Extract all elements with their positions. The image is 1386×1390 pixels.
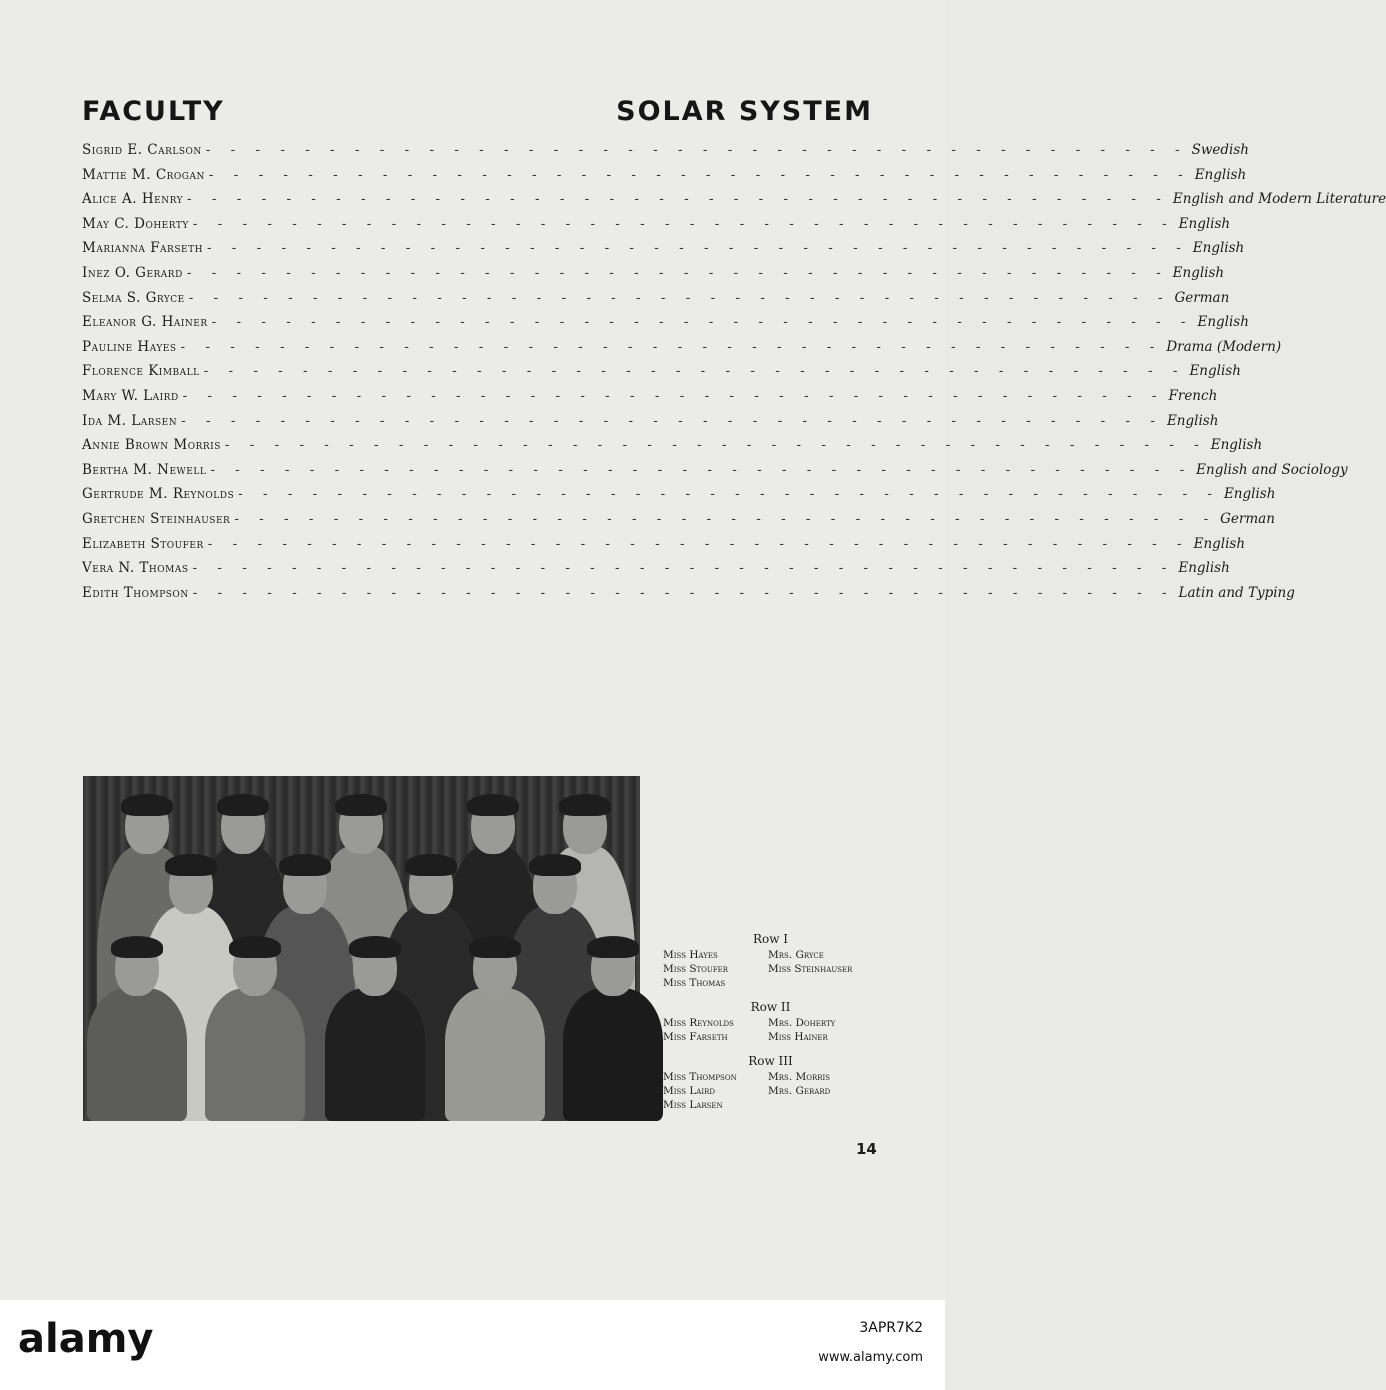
caption-name: Miss Hainer xyxy=(768,1031,828,1043)
caption-name: Miss Thompson xyxy=(663,1071,737,1083)
faculty-subject: Swedish xyxy=(1191,142,1249,158)
dot-leader: - - - - - - - - - - - - - - - - - - - - - - - - - - - - - - - - - - - - - - - - xyxy=(224,437,1207,454)
faculty-row xyxy=(82,142,1249,167)
faculty-row xyxy=(82,486,1276,511)
publication-title: SOLAR SYSTEM xyxy=(616,96,873,127)
faculty-subject: English xyxy=(1189,363,1241,380)
faculty-name: Sigrid E. Carlson xyxy=(82,142,202,158)
faculty-subject: Latin and Typing xyxy=(1178,584,1295,601)
caption-row-title: Row III xyxy=(748,1054,793,1068)
dot-leader: - - - - - - - - - - - - - - - - - - - - - - - - - - - - - - - - - - - - - - - - xyxy=(187,191,1169,208)
faculty-row xyxy=(82,437,1263,462)
faculty-name: Alice A. Henry xyxy=(82,191,184,208)
faculty-row xyxy=(82,584,1295,610)
dot-leader: - - - - - - - - - - - - - - - - - - - - - - - - - - - - - - - - - - - - - - - - xyxy=(211,314,1194,331)
faculty-row xyxy=(82,264,1225,290)
faculty-row xyxy=(82,191,1386,216)
caption-name: Miss Hayes xyxy=(663,949,718,961)
faculty-name: Bertha M. Newell xyxy=(82,461,207,478)
dot-leader: - - - - - - - - - - - - - - - - - - - - - - - - - - - - - - - - - - - - - - - - xyxy=(192,584,1175,601)
faculty-name: Gretchen Steinhauser xyxy=(82,510,231,527)
caption-name-grid xyxy=(663,948,878,990)
dot-leader: - - - - - - - - - - - - - - - - - - - - - - - - - - - - - - - - - - - - - - - - xyxy=(181,412,1163,429)
faculty-row xyxy=(82,412,1219,438)
dot-leader: - - - - - - - - - - - - - - - - - - - - - - - - - - - - - - - - - - - - - - - - xyxy=(234,510,1217,527)
caption-name: Miss Steinhauser xyxy=(768,963,853,975)
faculty-subject: English xyxy=(1166,412,1219,429)
dot-leader: - - - - - - - - - - - - - - - - - - - - - - - - - - - - - - - - - - - - - - - - xyxy=(207,535,1190,552)
faculty-subject: Drama (Modern) xyxy=(1166,338,1282,355)
caption-name: Mrs. Gryce xyxy=(768,949,824,961)
faculty-subject: English xyxy=(1178,215,1231,232)
dot-leader: - - - - - - - - - - - - - - - - - - - - - - - - - - - - - - - - - - - - - - - - xyxy=(192,215,1175,232)
faculty-name: Eleanor G. Hainer xyxy=(82,314,208,331)
faculty-name: May C. Doherty xyxy=(82,215,189,232)
faculty-subject: English xyxy=(1197,314,1249,331)
caption-name-grid xyxy=(663,1016,878,1044)
site-url: www.alamy.com xyxy=(818,1350,923,1365)
dot-leader: - - - - - - - - - - - - - - - - - - - - - - - - - - - - - - - - - - - - - - - - xyxy=(208,166,1191,183)
dot-leader: - - - - - - - - - - - - - - - - - - - - - - - - - - - - - - - - - - - - - - - - xyxy=(210,461,1193,478)
faculty-subject: English xyxy=(1223,486,1276,503)
caption-row-title: Row II xyxy=(750,1000,791,1014)
faculty-row xyxy=(82,510,1275,536)
caption-name: Miss Reynolds xyxy=(663,1017,734,1029)
faculty-name: Gertrude M. Reynolds xyxy=(82,486,235,503)
faculty-row xyxy=(82,535,1246,561)
dot-leader: - - - - - - - - - - - - - - - - - - - - - - - - - - - - - - - - - - - - - - - - xyxy=(186,264,1169,281)
faculty-name: Elizabeth Stoufer xyxy=(82,535,204,552)
faculty-row xyxy=(82,363,1241,388)
caption-name: Miss Stoufer xyxy=(663,963,729,975)
faculty-subject: English xyxy=(1194,166,1247,183)
faculty-row xyxy=(82,166,1247,192)
faculty-subject: German xyxy=(1174,289,1230,306)
dot-leader: - - - - - - - - - - - - - - - - - - - - - - - - - - - - - - - - - - - - - - - - xyxy=(238,486,1220,503)
faculty-name: Mary W. Laird xyxy=(82,387,179,404)
faculty-name: Annie Brown Morris xyxy=(82,437,221,454)
faculty-name: Selma S. Gryce xyxy=(82,289,185,306)
faculty-subject: English and Sociology xyxy=(1196,461,1348,478)
dot-leader: - - - - - - - - - - - - - - - - - - - - - - - - - - - - - - - - - - - - - - - - xyxy=(188,289,1171,306)
faculty-subject: English xyxy=(1210,437,1263,454)
faculty-row xyxy=(82,240,1245,265)
faculty-name: Vera N. Thomas xyxy=(82,560,189,577)
faculty-row xyxy=(82,338,1282,364)
page-number: 14 xyxy=(856,1140,877,1158)
faculty-subject: German xyxy=(1220,510,1275,527)
faculty-name: Florence Kimball xyxy=(82,363,200,380)
faculty-subject: English xyxy=(1192,240,1245,257)
faculty-name: Edith Thompson xyxy=(82,584,189,601)
faculty-list xyxy=(82,142,1386,609)
faculty-row xyxy=(82,289,1230,315)
faculty-name: Inez O. Gerard xyxy=(82,264,183,281)
caption-name: Mrs. Doherty xyxy=(768,1017,836,1029)
faculty-row xyxy=(82,560,1230,585)
faculty-row xyxy=(82,215,1231,241)
faculty-subject: French xyxy=(1168,387,1218,404)
image-id: 3APR7K2 xyxy=(859,1320,923,1336)
faculty-row xyxy=(82,461,1348,487)
caption-name: Miss Thomas xyxy=(663,977,726,989)
caption-name-grid xyxy=(663,1070,878,1112)
faculty-group-photo xyxy=(83,776,640,1121)
faculty-subject: English xyxy=(1172,264,1225,281)
caption-name: Miss Laird xyxy=(663,1085,715,1097)
photo-caption xyxy=(663,930,878,1120)
faculty-row xyxy=(82,314,1249,339)
faculty-name: Pauline Hayes xyxy=(82,338,177,355)
alamy-logo: alamy xyxy=(18,1316,154,1362)
faculty-row xyxy=(82,387,1218,413)
caption-name: Mrs. Morris xyxy=(768,1071,831,1083)
dot-leader: - - - - - - - - - - - - - - - - - - - - - - - - - - - - - - - - - - - - - - - - xyxy=(180,338,1163,355)
caption-row-title: Row I xyxy=(752,932,789,946)
faculty-name: Ida M. Larsen xyxy=(82,412,178,429)
dot-leader: - - - - - - - - - - - - - - - - - - - - - - - - - - - - - - - - - - - - - - - - xyxy=(206,240,1189,257)
faculty-subject: English xyxy=(1193,535,1246,552)
dot-leader: - - - - - - - - - - - - - - - - - - - - - - - - - - - - - - - - - - - - - - - - xyxy=(182,387,1165,404)
dot-leader: - - - - - - - - - - - - - - - - - - - - - - - - - - - - - - - - - - - - - - - - xyxy=(205,142,1188,158)
caption-name: Miss Farseth xyxy=(663,1031,728,1043)
caption-name: Mrs. Gerard xyxy=(768,1085,831,1097)
faculty-subject: English and Modern Literature xyxy=(1172,191,1386,208)
faculty-name: Mattie M. Crogan xyxy=(82,166,205,183)
faculty-name: Marianna Farseth xyxy=(82,240,203,257)
caption-name: Miss Larsen xyxy=(663,1099,723,1111)
dot-leader: - - - - - - - - - - - - - - - - - - - - - - - - - - - - - - - - - - - - - - - - xyxy=(203,363,1186,380)
section-title: FACULTY xyxy=(82,96,225,127)
dot-leader: - - - - - - - - - - - - - - - - - - - - - - - - - - - - - - - - - - - - - - - - xyxy=(192,560,1175,577)
faculty-subject: English xyxy=(1178,560,1230,577)
